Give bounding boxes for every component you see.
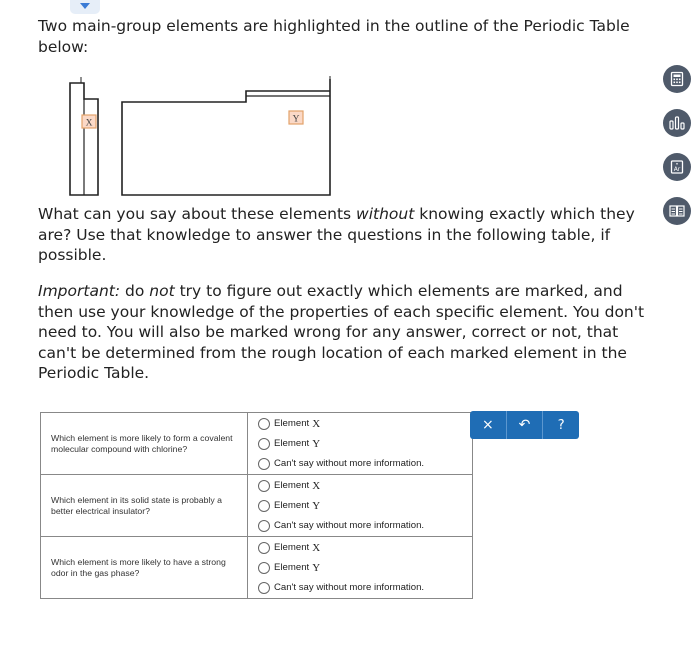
option-prefix: Element <box>274 542 310 553</box>
periodic-table-button[interactable] <box>663 153 691 181</box>
option-prefix: Element <box>274 438 310 449</box>
element-x-label: X <box>85 118 93 129</box>
chevron-down-icon <box>80 3 90 9</box>
radio-button[interactable] <box>258 458 270 470</box>
option-prefix: Element <box>274 500 310 511</box>
options-cell <box>248 475 473 537</box>
answer-controls <box>470 411 579 439</box>
svg-text:Ar: Ar <box>673 166 681 173</box>
options-cell <box>248 537 473 599</box>
radio-option[interactable] <box>258 516 472 536</box>
option-prefix: Element <box>274 562 310 573</box>
option-letter: X <box>312 479 321 492</box>
calculator-icon <box>669 71 685 87</box>
question-cell: Which element is more likely to have a strong odor in the gas phase? <box>41 537 248 599</box>
question-cell: Which element is more likely to form a covalent molecular compound with chlorine? <box>41 413 248 475</box>
radio-button[interactable] <box>258 418 270 430</box>
emphasis-without: without <box>356 205 415 223</box>
table-row <box>41 413 473 475</box>
radio-button[interactable] <box>258 542 270 554</box>
question-cell: Which element in its solid state is probably a better electrical insulator? <box>41 475 248 537</box>
option-letter: Y <box>312 561 321 574</box>
radio-option[interactable] <box>258 434 472 454</box>
radio-button[interactable] <box>258 520 270 532</box>
radio-option[interactable] <box>258 454 472 474</box>
option-letter: Y <box>312 499 321 512</box>
element-y-label: Y <box>292 114 300 125</box>
question-table <box>40 412 473 599</box>
radio-button[interactable] <box>258 500 270 512</box>
option-letter: X <box>312 541 321 554</box>
important-note: Important: do not try to figure out exactly which elements are marked, and then use your knowledge of the properties of each specific element. You don't need to. You will also be marked wrong for any answer, correct or not, that can't be determined from the rough location of each marked element in the Periodic Table. <box>38 282 645 382</box>
collapse-toggle[interactable] <box>70 0 100 14</box>
data-chart-button[interactable] <box>663 109 691 137</box>
option-letter: Y <box>312 437 321 450</box>
radio-option[interactable] <box>258 414 472 434</box>
radio-button[interactable] <box>258 582 270 594</box>
option-prefix: Element <box>274 418 310 429</box>
periodic-table-icon <box>669 159 685 175</box>
calculator-button[interactable] <box>663 65 691 93</box>
undo-button[interactable]: ↶ <box>507 411 544 439</box>
reference-book-icon <box>668 203 686 219</box>
intro-text: Two main-group elements are highlighted in the outline of the Periodic Table below: <box>38 17 630 56</box>
side-toolbar <box>663 65 691 241</box>
bar-chart-icon <box>668 115 686 131</box>
radio-option[interactable] <box>258 538 472 558</box>
periodic-table-outline <box>60 75 340 200</box>
clear-button[interactable]: × <box>470 411 507 439</box>
option-label: Can't say without more information. <box>274 458 425 469</box>
radio-option[interactable] <box>258 558 472 578</box>
reference-button[interactable] <box>663 197 691 225</box>
option-letter: X <box>312 417 321 430</box>
radio-button[interactable] <box>258 562 270 574</box>
question-text: What can you say about these elements without knowing exactly which they are? Use that knowledge to answer the questions in the following table, if possible. <box>38 205 635 264</box>
important-label: Important: <box>38 282 121 300</box>
help-button[interactable]: ? <box>557 417 565 433</box>
option-prefix: Element <box>274 480 310 491</box>
options-cell <box>248 413 473 475</box>
radio-option[interactable] <box>258 476 472 496</box>
radio-option[interactable] <box>258 496 472 516</box>
option-label: Can't say without more information. <box>274 582 425 593</box>
table-row <box>41 475 473 537</box>
emphasis-not: not <box>149 282 175 300</box>
radio-button[interactable] <box>258 480 270 492</box>
radio-button[interactable] <box>258 438 270 450</box>
radio-option[interactable] <box>258 578 472 598</box>
table-row <box>41 537 473 599</box>
option-label: Can't say without more information. <box>274 520 425 531</box>
